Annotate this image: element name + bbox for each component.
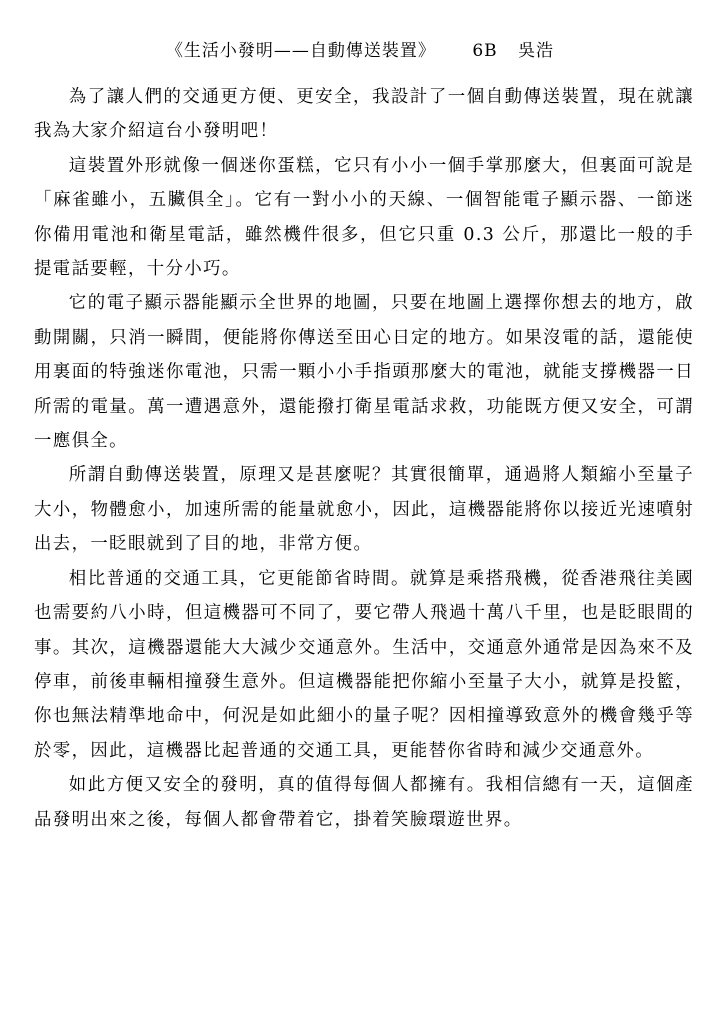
essay-body bbox=[34, 80, 694, 837]
paragraph: 如此方便又安全的發明，真的值得每個人都擁有。我相信總有一天，這個產品發明出來之後，每個人都會帶着它，掛着笑臉環遊世界。 bbox=[34, 775, 694, 830]
paragraph: 它的電子顯示器能顯示全世界的地圖，只要在地圖上選擇你想去的地方，啟動開關，只消一瞬間，便能將你傳送至田心日定的地方。如果沒電的話，還能使用裏面的特強迷你電池，只需一顆小小手指頭那麼大的電池，就能支撐機器一日所需的電量。萬一遭遇意外，還能撥打衛星電話求救，功能既方便又安全，可謂一應俱全。 bbox=[34, 293, 694, 452]
essay-title: 《生活小發明——自動傳送裝置》 bbox=[165, 41, 436, 61]
paragraph: 所謂自動傳送裝置，原理又是甚麼呢？其實很簡單，通過將人類縮小至量子大小，物體愈小，加速所需的能量就愈小，因此，這機器能將你以接近光速噴射出去，一眨眼就到了目的地，非常方便。 bbox=[34, 465, 694, 555]
paragraph: 為了讓人們的交通更方便、更安全，我設計了一個自動傳送裝置，現在就讓我為大家介紹這台小發明吧！ bbox=[34, 87, 694, 142]
paragraph: 這裝置外形就像一個迷你蛋糕，它只有小小一個手掌那麼大，但裏面可說是「麻雀雖小，五臟俱全」。它有一對小小的天線、一個智能電子顯示器、一節迷你備用電池和衛星電話，雖然機件很多，但它只重 0.3 公斤，那還比一般的手提電話要輕，十分小巧。 bbox=[34, 155, 694, 280]
author-name: 吳浩 bbox=[518, 41, 555, 61]
class-label: 6B bbox=[472, 41, 498, 61]
title-row bbox=[0, 36, 720, 61]
paragraph: 相比普通的交通工具，它更能節省時間。就算是乘搭飛機，從香港飛往美國也需要約八小時，但這機器可不同了，要它帶人飛過十萬八千里，也是眨眼間的事。其次，這機器還能大大減少交通意外。生活中，交通意外通常是因為來不及停車，前後車輛相撞發生意外。但這機器能把你縮小至量子大小，就算是投籃，你也無法精準地命中，何況是如此細小的量子呢？因相撞導致意外的機會幾乎等於零，因此，這機器比起普通的交通工具，更能替你省時和減少交通意外。 bbox=[34, 568, 694, 761]
